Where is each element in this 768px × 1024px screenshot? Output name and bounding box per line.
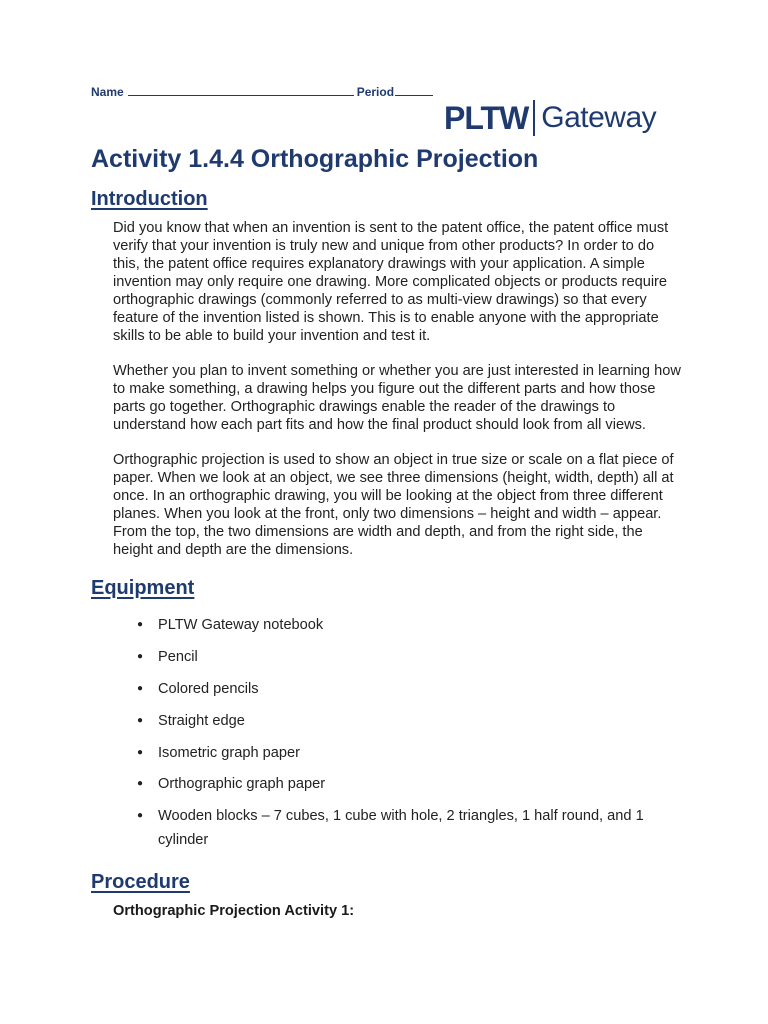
list-item: ● Colored pencils: [158, 677, 688, 701]
name-blank: [128, 84, 354, 96]
name-period-line: [91, 84, 433, 99]
period-label: Period: [356, 85, 395, 99]
equipment-heading: Equipment: [91, 577, 195, 599]
intro-paragraph-3: Orthographic projection is used to show an object in true size or scale on a flat piece of paper. When we look at an object, we see three dimensions (height, width, depth) all at once. In an orthographic drawing, you will be looking at the object from three different planes. When you look at the front, only two dimensions – height and width – appear. From the top, the two dimensions are width and depth, and from the right side, the height and depth are the dimensions.: [113, 452, 674, 558]
bullet-icon: ●: [137, 683, 144, 694]
bullet-icon: ●: [137, 747, 144, 758]
bullet-icon: ●: [137, 715, 144, 726]
introduction-heading: Introduction: [91, 188, 208, 210]
bullet-icon: ●: [137, 778, 144, 789]
pltw-gateway-logo: [444, 98, 656, 138]
procedure-subheading: Orthographic Projection Activity 1:: [113, 903, 355, 919]
list-item: ● Orthographic graph paper: [158, 772, 688, 796]
bullet-icon: ●: [137, 651, 144, 662]
procedure-heading: Procedure: [91, 871, 190, 893]
logo-brand: PLTW: [444, 100, 529, 136]
page-title: Activity 1.4.4 Orthographic Projection: [91, 145, 539, 173]
period-blank: [395, 84, 433, 96]
list-item: ● PLTW Gateway notebook: [158, 613, 688, 637]
list-item: ● Wooden blocks – 7 cubes, 1 cube with hole, 2 triangles, 1 half round, and 1 cylinder: [158, 804, 688, 852]
intro-paragraph-1: Did you know that when an invention is sent to the patent office, the patent office must verify that your invention is truly new and unique from other products? In order to do this, the patent office requires explanatory drawings with your application. A simple invention may only require one drawing. More complicated objects or products require orthographic drawings (commonly referred to as multi-view drawings) so that every feature of the invention listed is shown. This is to enable anyone with the appropriate skills to be able to build your invention and test it.: [113, 220, 669, 344]
logo-divider: [533, 100, 535, 136]
name-label: Name: [91, 85, 124, 99]
list-item: ● Pencil: [158, 645, 688, 669]
intro-paragraph-2: Whether you plan to invent something or whether you are just interested in learning how to make something, a drawing helps you figure out the different parts and how those parts go together. Orthographic drawings enable the reader of the drawings to understand how each part fits and how the final product should look from all views.: [113, 363, 681, 433]
bullet-icon: ●: [137, 619, 144, 630]
bullet-icon: ●: [137, 810, 144, 821]
list-item: ● Straight edge: [158, 709, 688, 733]
logo-product: Gateway: [541, 101, 657, 134]
list-item: ● Isometric graph paper: [158, 741, 688, 765]
